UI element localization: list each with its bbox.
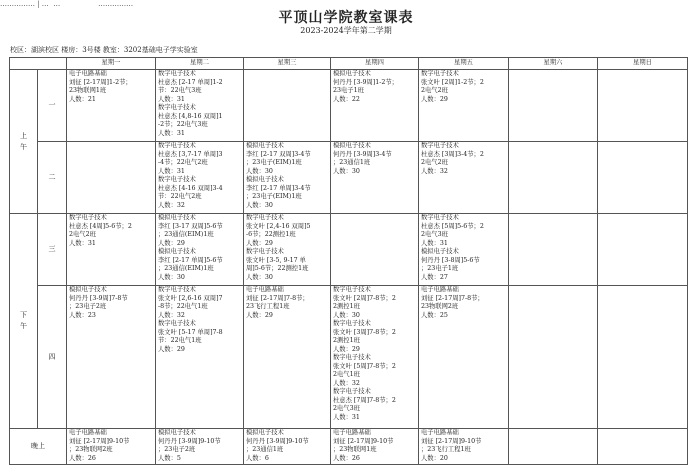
course-cell <box>509 429 598 465</box>
course-line: 2电气2班 <box>421 159 448 166</box>
period-row <box>10 214 688 286</box>
evening-row <box>10 429 688 465</box>
course-line: 人数：6 <box>246 454 269 462</box>
course-line: 人数：21 <box>69 95 96 103</box>
course-line: 人数：30 <box>333 167 360 175</box>
course-line: 李红 [2-17 单周]3-4节 <box>246 184 311 192</box>
period-label: 三 <box>38 214 67 286</box>
morning-label-char: 午 <box>20 142 27 151</box>
course-line: 2测控1班 <box>333 303 360 310</box>
course-cell <box>67 214 156 286</box>
course-cell <box>331 142 419 214</box>
course-line: 人数：29 <box>246 239 273 247</box>
course-line: 张文叶 [2,4-16 双周]5 <box>246 222 311 230</box>
course-line: 人数：30 <box>158 273 185 281</box>
course-line: 刘征 [2-17周]7-8节； <box>421 294 484 302</box>
course-line: 人数：25 <box>421 311 448 319</box>
top-cropped-text: …………… | … … …………… <box>0 0 134 8</box>
course-line: 电子电路基础 <box>69 429 107 436</box>
course-line: 人数：26 <box>333 454 360 462</box>
course-line: ；23电子2班 <box>69 303 107 310</box>
course-line: 数字电子技术 <box>421 70 459 77</box>
course-line: 数字电子技术 <box>158 320 196 327</box>
course-line: 刘征 [2-17周]9-10节 <box>69 437 130 445</box>
course-line: 杜意杰 [4,8-16 双周]1 <box>158 112 223 120</box>
course-cell <box>331 214 419 286</box>
header-row <box>10 58 688 70</box>
course-cell <box>244 429 331 465</box>
course-line: 何丹丹 [3-9周]9-10节 <box>246 437 309 445</box>
period-row <box>10 286 688 429</box>
course-line: ；23通信(EIM)1班 <box>158 231 214 238</box>
page-title: 平顶山学院教室课表 <box>278 10 414 26</box>
course-line: 张文叶 [2周]7-8节；2 <box>333 294 396 302</box>
course-line: 数字电子技术 <box>69 214 107 221</box>
course-line: 杜意杰 [4周]5-6节；2 <box>69 222 132 230</box>
course-line: 数字电子技术 <box>333 354 371 361</box>
course-line: 人数：26 <box>69 454 96 462</box>
course-line: 张文叶 [5周]7-8节；2 <box>333 362 396 370</box>
course-line: 人数：32 <box>333 379 360 387</box>
course-cell <box>419 286 509 429</box>
course-line: 电子电路基础 <box>333 429 371 436</box>
course-line: ；23通信1班 <box>333 159 371 166</box>
course-line: 何丹丹 [3-9周]1-2节； <box>333 78 398 86</box>
course-cell <box>156 286 244 429</box>
course-line: 张文叶 [3周]7-8节；2 <box>333 328 396 336</box>
course-line: 电子电路基础 <box>421 286 459 293</box>
course-line: 杜意杰 [3周]3-4节；2 <box>421 150 484 158</box>
course-line: 人数：30 <box>246 273 273 281</box>
course-cell <box>244 286 331 429</box>
course-line: 人数：5 <box>158 454 181 462</box>
course-line: 电子电路基础 <box>246 286 284 293</box>
course-line: 模拟电子技术 <box>158 214 196 221</box>
course-cell <box>244 70 331 142</box>
course-line: 数字电子技术 <box>333 320 371 327</box>
course-line: -8节；22电气1班 <box>158 303 208 310</box>
course-line: -6节；22测控1班 <box>246 231 296 238</box>
period-label: 一 <box>38 70 67 142</box>
course-cell <box>509 286 598 429</box>
course-cell <box>598 214 688 286</box>
course-line: 刘征 [2-17周]9-10节 <box>333 437 394 445</box>
course-line: 人数：29 <box>158 239 185 247</box>
course-line: 刘征 [2-17周]7-8节； <box>246 294 309 302</box>
course-line: 模拟电子技术 <box>158 248 196 255</box>
corner-cell <box>10 58 67 70</box>
evening-label: 晚上 <box>10 429 67 465</box>
course-line: ；23通信(EIM)1班 <box>158 265 214 272</box>
morning-label <box>10 70 38 214</box>
course-line: 数字电子技术 <box>246 214 284 221</box>
header-thursday: 星期四 <box>331 58 419 70</box>
course-cell <box>156 429 244 465</box>
afternoon-label-char: 下 <box>20 311 27 319</box>
course-line: -2节；22电气3班 <box>158 121 208 128</box>
course-line: ；23飞行工程1班 <box>421 446 471 453</box>
course-cell <box>156 142 244 214</box>
course-cell <box>156 214 244 286</box>
course-cell <box>331 286 419 429</box>
course-line: ；23物联网1班 <box>333 446 377 453</box>
course-cell <box>331 429 419 465</box>
course-line: 模拟电子技术 <box>246 429 284 436</box>
course-line: ；23电子(EIM)1班 <box>246 193 302 200</box>
course-line: 杜意杰 [2-17 单周]1-2 <box>158 78 223 86</box>
course-line: 节：22电气1班 <box>158 337 202 344</box>
header-saturday: 星期六 <box>509 58 598 70</box>
course-line: 人数：31 <box>158 167 185 175</box>
course-cell <box>67 286 156 429</box>
course-cell <box>67 70 156 142</box>
course-cell <box>598 70 688 142</box>
course-line: 刘征 [2-17周]9-10节 <box>421 437 482 445</box>
course-line: 人数：32 <box>158 201 185 209</box>
course-line: 23物联网2班 <box>421 303 459 310</box>
course-line: 张文叶 [5-17 单周]7-8 <box>158 328 223 336</box>
course-line: 人数：31 <box>69 239 96 247</box>
course-line: 人数：20 <box>421 454 448 462</box>
course-line: 人数：32 <box>158 311 185 319</box>
course-line: 杜意杰 [5周]5-6节；2 <box>421 222 484 230</box>
course-line: 人数：31 <box>421 239 448 247</box>
course-cell <box>67 142 156 214</box>
header-monday: 星期一 <box>67 58 156 70</box>
course-line: 何丹丹 [3-8周]5-6节 <box>421 256 480 264</box>
course-line: -4节；22电气2班 <box>158 159 208 166</box>
course-line: ；23电子2班 <box>158 446 196 453</box>
course-line: 杜意杰 [3,7-17 单周]3 <box>158 150 223 158</box>
course-line: 人数：30 <box>246 167 273 175</box>
period-row <box>10 142 688 214</box>
period-label: 四 <box>38 286 67 429</box>
course-cell <box>509 214 598 286</box>
course-line: 何丹丹 [3-9周]3-4节 <box>333 150 392 158</box>
course-line: 人数：22 <box>333 95 360 103</box>
course-line: 张文叶 [2周]1-2节；2 <box>421 78 484 86</box>
course-line: 人数：31 <box>158 95 185 103</box>
period-label: 二 <box>38 142 67 214</box>
course-cell <box>331 70 419 142</box>
course-line: 2电气2班 <box>69 231 96 238</box>
course-line: 2电气3班 <box>421 231 448 238</box>
morning-label-char: 上 <box>20 131 27 140</box>
course-line: 电子电路基础 <box>69 70 107 77</box>
course-line: 2电气2班 <box>421 87 448 94</box>
course-line: 人数：29 <box>246 311 273 319</box>
course-line: 节：22电气3班 <box>158 87 202 94</box>
course-line: 人数：30 <box>333 311 360 319</box>
classroom-info: 校区：湖滨校区 楼房：3号楼 教室：3202基础电子学实验室 <box>10 46 198 54</box>
course-line: 23物联网1班 <box>69 87 107 94</box>
course-line: 李红 [2-17 双周]3-4节 <box>246 150 311 158</box>
course-line: 杜意杰 [4-16 双周]3-4 <box>158 184 223 192</box>
course-line: 人数：30 <box>246 201 273 209</box>
course-line: 数字电子技术 <box>158 176 196 183</box>
course-cell <box>509 142 598 214</box>
course-line: 人数：29 <box>333 345 360 353</box>
afternoon-label-char: 午 <box>20 322 27 330</box>
course-line: 张文叶 [3-5, 9-17 单 <box>246 256 306 264</box>
course-line: 数字电子技术 <box>158 104 196 111</box>
course-line: ；23电子1班 <box>421 265 459 272</box>
header-wednesday: 星期三 <box>244 58 331 70</box>
period-row <box>10 70 688 142</box>
course-cell <box>419 142 509 214</box>
course-line: 人数：27 <box>421 273 448 281</box>
course-line: 2电气3班 <box>333 405 360 412</box>
course-line: ；23电子(EIM)1班 <box>246 159 302 166</box>
course-line: 模拟电子技术 <box>333 142 371 149</box>
course-line: 数字电子技术 <box>333 388 371 395</box>
course-line: 人数：31 <box>158 129 185 137</box>
course-cell <box>509 70 598 142</box>
course-line: 模拟电子技术 <box>69 286 107 293</box>
course-cell <box>419 70 509 142</box>
course-cell <box>598 429 688 465</box>
course-cell <box>598 286 688 429</box>
header-friday: 星期五 <box>419 58 509 70</box>
course-line: 人数：29 <box>158 345 185 353</box>
course-line: 李红 [2-17 单周]5-6节 <box>158 256 223 264</box>
course-line: 数字电子技术 <box>158 142 196 149</box>
course-line: 周]5-6节；22测控1班 <box>246 265 309 272</box>
course-line: 模拟电子技术 <box>421 248 459 255</box>
header-tuesday: 星期二 <box>156 58 244 70</box>
course-line: 刘征 [2-17周]1-2节； <box>69 78 132 86</box>
course-cell <box>244 142 331 214</box>
course-line: 人数：31 <box>333 413 360 421</box>
course-line: 杜意杰 [7周]7-8节；2 <box>333 396 396 404</box>
course-line: 23电子1班 <box>333 87 364 94</box>
course-line: 模拟电子技术 <box>246 176 284 183</box>
course-cell <box>67 429 156 465</box>
course-cell <box>244 214 331 286</box>
course-line: 模拟电子技术 <box>158 429 196 436</box>
course-line: 数字电子技术 <box>246 248 284 255</box>
header-sunday: 星期日 <box>598 58 688 70</box>
course-line: 人数：23 <box>69 311 96 319</box>
course-line: 人数：29 <box>421 95 448 103</box>
course-cell <box>598 142 688 214</box>
course-line: 数字电子技术 <box>158 286 196 293</box>
course-line: 模拟电子技术 <box>246 142 284 149</box>
course-line: ；23物联网2班 <box>69 446 113 453</box>
course-line: 23飞行工程1班 <box>246 303 290 310</box>
course-line: 数字电子技术 <box>421 214 459 221</box>
course-line: 数字电子技术 <box>158 70 196 77</box>
course-line: 何丹丹 [3-9周]9-10节 <box>158 437 221 445</box>
course-line: 人数：32 <box>421 167 448 175</box>
course-line: 节：22电气2班 <box>158 193 202 200</box>
course-cell <box>156 70 244 142</box>
course-cell <box>419 429 509 465</box>
course-line: 张文叶 [2,6-16 双周]7 <box>158 294 223 302</box>
course-line: 李红 [3-17 双周]5-6节 <box>158 222 223 230</box>
course-line: 2电气1班 <box>333 371 360 378</box>
course-line: 数字电子技术 <box>333 286 371 293</box>
course-line: 何丹丹 [3-9周]7-8节 <box>69 294 128 302</box>
afternoon-label <box>10 214 38 429</box>
course-line: 2测控1班 <box>333 337 360 344</box>
course-line: 数字电子技术 <box>421 142 459 149</box>
course-cell <box>419 214 509 286</box>
course-line: 模拟电子技术 <box>333 70 371 77</box>
timetable <box>9 57 688 465</box>
course-line: 电子电路基础 <box>421 429 459 436</box>
page-subtitle: 2023-2024学年第二学期 <box>300 26 392 35</box>
course-line: ；23通信1班 <box>246 446 284 453</box>
